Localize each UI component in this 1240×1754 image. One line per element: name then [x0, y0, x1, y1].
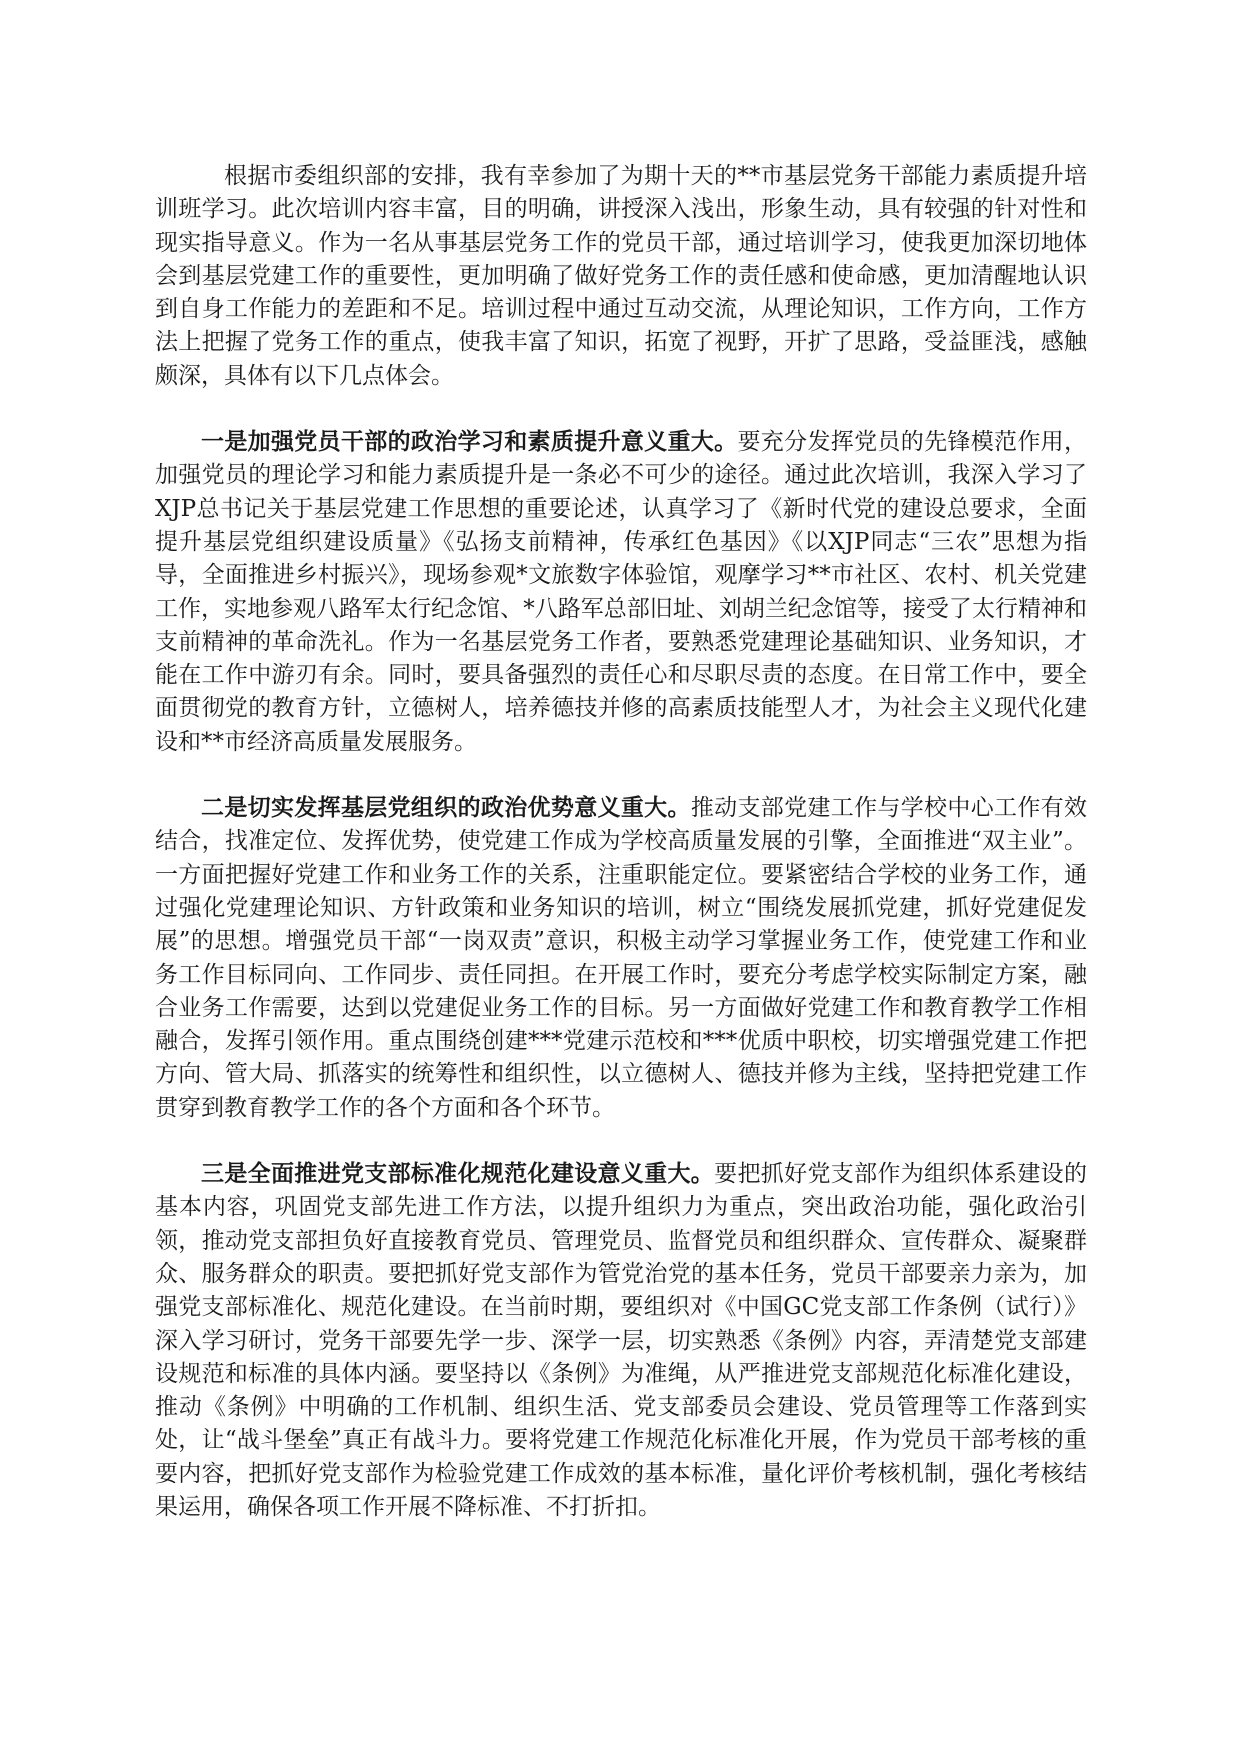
point-three-paragraph	[155, 1157, 1087, 1524]
point-three-text: 要把抓好党支部作为组织体系建设的基本内容，巩固党支部先进工作方法，以提升组织力为重点，突出政治功能，强化政治引领，推动党支部担负好直接教育党员、管理党员、监督党员和组织群众、宣传群众、凝聚群众、服务群众的职责。要把抓好党支部作为管党治党的基本任务，党员干部要亲力亲为，加强党支部标准化、规范化建设。在当前时期，要组织对《中国GC党支部工作条例（试行）》深入学习研讨，党务干部要先学一步、深学一层，切实熟悉《条例》内容，弄清楚党支部建设规范和标准的具体内涵。要坚持以《条例》为准绳，从严推进党支部规范化标准化建设，推动《条例》中明确的工作机制、组织生活、党支部委员会建设、党员管理等工作落到实处，让“战斗堡垒”真正有战斗力。要将党建工作规范化标准化开展，作为党员干部考核的重要内容，把抓好党支部作为检验党建工作成效的基本标准，量化评价考核机制，强化考核结果运用，确保各项工作开展不降标准、不打折扣。	[155, 1161, 1088, 1520]
point-one-text: 要充分发挥党员的先锋模范作用，加强党员的理论学习和能力素质提升是一条必不可少的途径。通过此次培训，我深入学习了XJP总书记关于基层党建工作思想的重要论述，认真学习了《新时代党的建设总要求，全面提升基层党组织建设质量》《弘扬支前精神，传承红色基因》《以XJP同志“三农”思想为指导，全面推进乡村振兴》，现场参观*文旅数字体验馆，观摩学习**市社区、农村、机关党建工作，实地参观八路军太行纪念馆、*八路军总部旧址、刘胡兰纪念馆等，接受了太行精神和支前精神的革命洗礼。作为一名基层党务工作者，要熟悉党建理论基础知识、业务知识，才能在工作中游刃有余。同时，要具备强烈的责任心和尽职尽责的态度。在日常工作中，要全面贯彻党的教育方针，立德树人，培养德技并修的高素质技能型人才，为社会主义现代化建设和**市经济高质量发展服务。	[155, 429, 1088, 755]
document-body	[155, 160, 1087, 1556]
point-two-heading: 二是切实发挥基层党组织的政治优势意义重大。	[201, 794, 691, 822]
intro-paragraph	[155, 160, 1087, 393]
point-three-heading: 三是全面推进党支部标准化规范化建设意义重大。	[201, 1160, 715, 1188]
point-one-heading: 一是加强党员干部的政治学习和素质提升意义重大。	[201, 428, 738, 456]
point-two-paragraph	[155, 791, 1087, 1125]
intro-paragraph-text: 根据市委组织部的安排，我有幸参加了为期十天的**市基层党务干部能力素质提升培训班学习。此次培训内容丰富，目的明确，讲授深入浅出，形象生动，具有较强的针对性和现实指导意义。作为一名从事基层党务工作的党员干部，通过培训学习，使我更加深切地体会到基层党建工作的重要性，更加明确了做好党务工作的责任感和使命感，更加清醒地认识到自身工作能力的差距和不足。培训过程中通过互动交流，从理论知识，工作方向，工作方法上把握了党务工作的重点，使我丰富了知识，拓宽了视野，开扩了思路，受益匪浅，感触颇深，具体有以下几点体会。	[155, 163, 1087, 389]
point-two-text: 推动支部党建工作与学校中心工作有效结合，找准定位、发挥优势，使党建工作成为学校高质量发展的引擎，全面推进“双主业”。一方面把握好党建工作和业务工作的关系，注重职能定位。要紧密结合学校的业务工作，通过强化党建理论知识、方针政策和业务知识的培训，树立“围绕发展抓党建，抓好党建促发展”的思想。增强党员干部“一岗双责”意识，积极主动学习掌握业务工作，使党建工作和业务工作目标同向、工作同步、责任同担。在开展工作时，要充分考虑学校实际制定方案，融合业务工作需要，达到以党建促业务工作的目标。另一方面做好党建工作和教育教学工作相融合，发挥引领作用。重点围绕创建***党建示范校和***优质中职校，切实增强党建工作把方向、管大局、抓落实的统筹性和组织性，以立德树人、德技并修为主线，坚持把党建工作贯穿到教育教学工作的各个方面和各个环节。	[155, 795, 1088, 1121]
point-one-paragraph	[155, 425, 1087, 759]
